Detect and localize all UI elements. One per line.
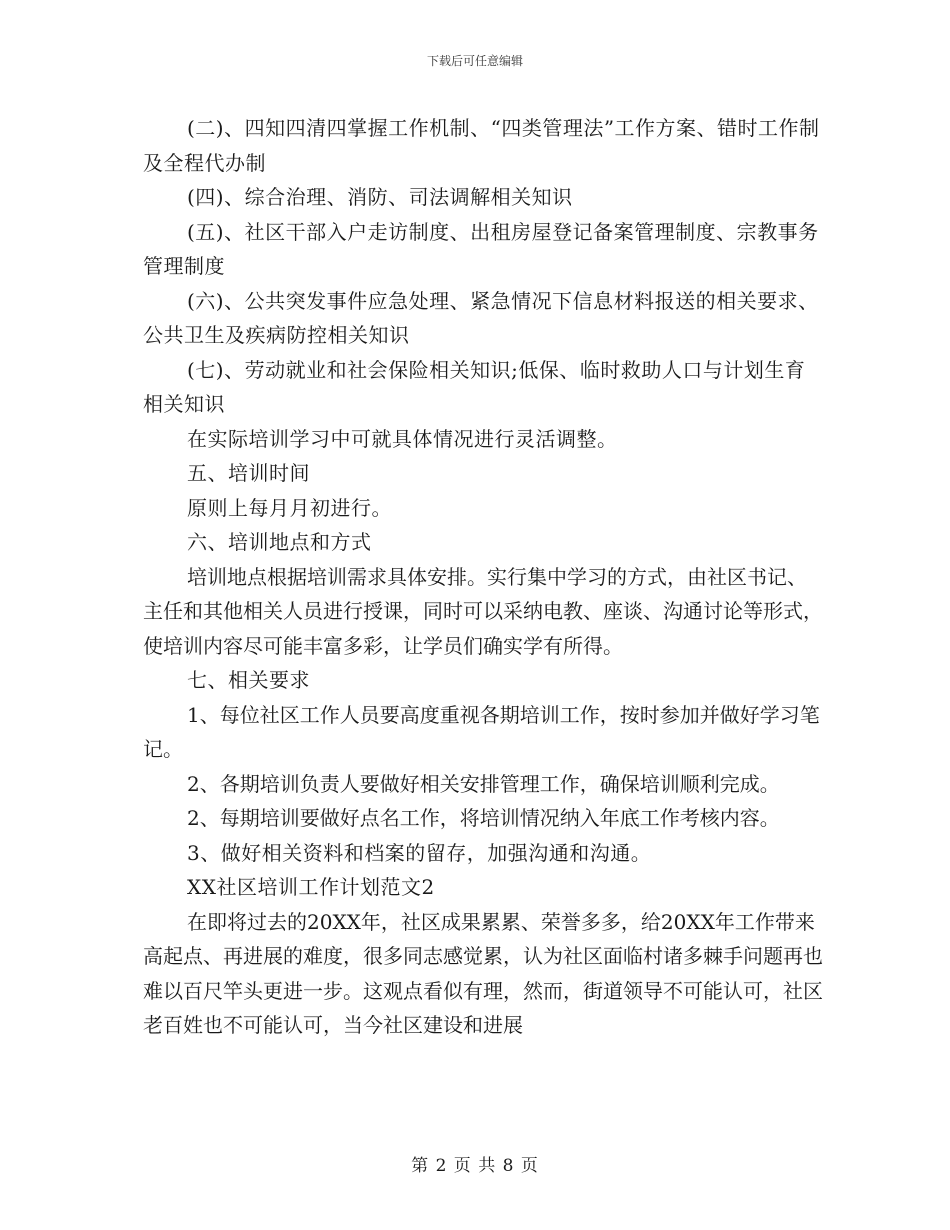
- list-item: 2、每期培训要做好点名工作，将培训情况纳入年底工作考核内容。: [187, 806, 780, 830]
- page-header-note: 下载后可任意编辑: [426, 54, 523, 68]
- document-body: [143, 111, 823, 1043]
- section-heading: 五、培训时间: [187, 461, 310, 485]
- paragraph: 培训地点根据培训需求具体安排。实行集中学习的方式，由社区书记、主任和其他相关人员进行授课，同时可以采纳电教、座谈、沟通讨论等形式，使培训内容尽可能丰富多彩，让学员们确实学有所得。: [143, 564, 823, 658]
- paragraph: (五)、社区干部入户走访制度、出租房屋登记备案管理制度、宗教事务管理制度: [143, 219, 819, 278]
- list-item: 1、每位社区工作人员要高度重视各期培训工作，按时参加并做好学习笔记。: [143, 702, 820, 761]
- paragraph: 在即将过去的20XX年，社区成果累累、荣誉多多，给20XX年工作带来高起点、再进展的难度，很多同志感觉累，认为社区面临村诸多棘手问题再也难以百尺竿头更进一步。这观点看似有理，然而，街道领导不可能认可，社区老百姓也不可能认可，当今社区建设和进展: [143, 909, 823, 1037]
- document-subtitle: XX社区培训工作计划范文2: [187, 875, 435, 899]
- section-heading: 六、培训地点和方式: [187, 530, 372, 554]
- list-item: 3、做好相关资料和档案的留存，加强沟通和沟通。: [187, 840, 652, 865]
- section-heading: 七、相关要求: [187, 668, 310, 692]
- paragraph: (四)、综合治理、消防、司法调解相关知识: [187, 185, 573, 209]
- paragraph: 原则上每月月初进行。: [187, 495, 392, 520]
- paragraph: (七)、劳动就业和社会保险相关知识;低保、临时救助人口与计划生育相关知识: [143, 357, 806, 416]
- page-number: 第 2 页 共 8 页: [411, 1156, 539, 1176]
- paragraph: 在实际培训学习中可就具体情况进行灵活调整。: [187, 426, 618, 451]
- paragraph: (二)、四知四清四掌握工作机制、“四类管理法”工作方案、错时工作制及全程代办制: [143, 116, 820, 175]
- paragraph: (六)、公共突发事件应急处理、紧急情况下信息材料报送的相关要求、公共卫生及疾病防控相关知识: [143, 288, 819, 347]
- list-item: 2、各期培训负责人要做好相关安排管理工作，确保培训顺利完成。: [187, 771, 780, 796]
